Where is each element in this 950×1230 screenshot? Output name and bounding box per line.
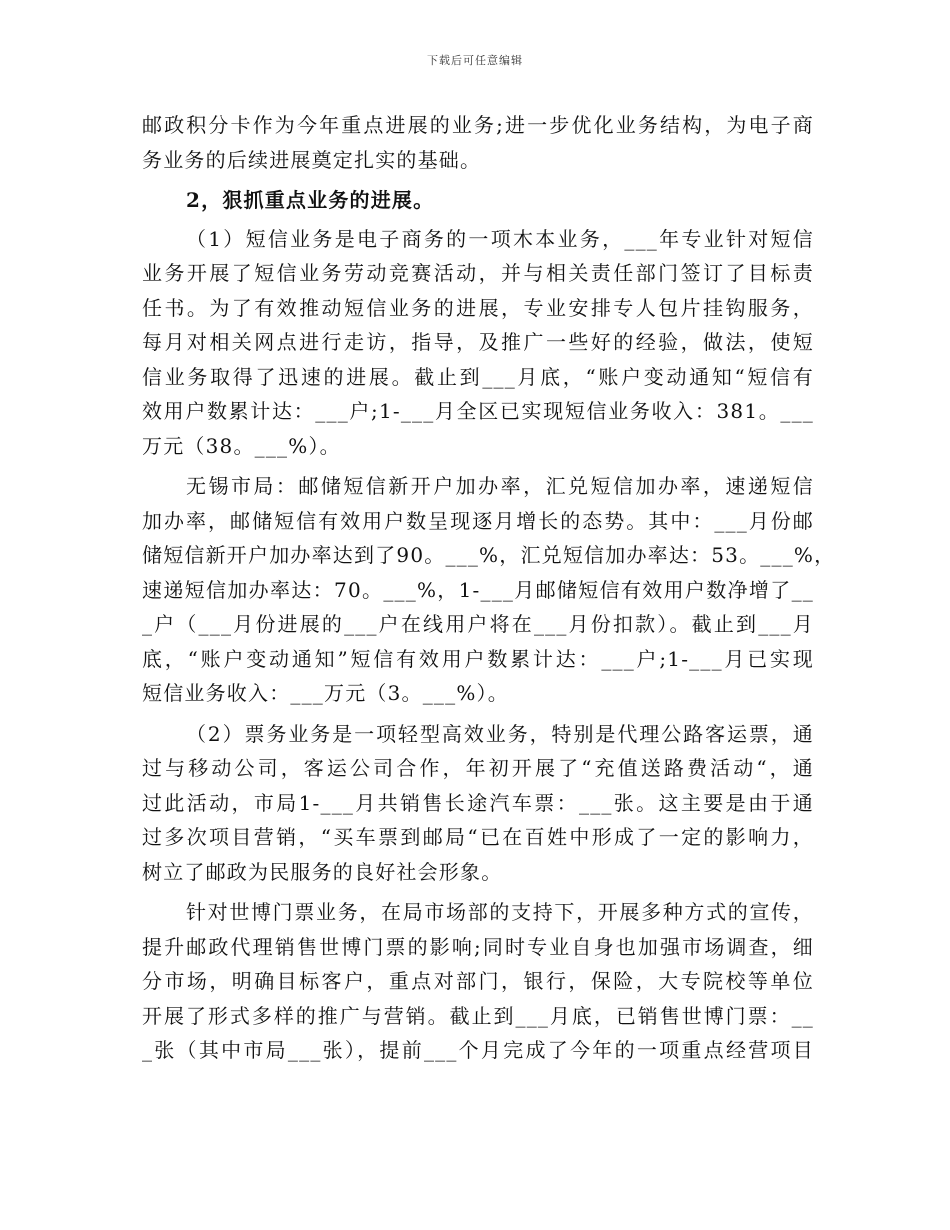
paragraph-sms-business bbox=[142, 222, 814, 464]
heading-text: 2，狠抓重点业务的进展。 bbox=[186, 188, 435, 212]
text-line: 无锡市局：邮储短信新开户加办率，汇兑短信加办率，速递短信 bbox=[186, 474, 814, 498]
text-line: （1）短信业务是电子商务的一项木本业务，___年专业针对短信 bbox=[186, 226, 814, 251]
text-line: 底，“账户变动通知”短信有效用户数累计达：___户;1-___月已实现 bbox=[142, 646, 814, 671]
text-line: 业务开展了短信业务劳动竞赛活动，并与相关责任部门签订了目标责 bbox=[142, 261, 814, 285]
paragraph-ticket-business bbox=[142, 717, 814, 890]
text-line: 开展了形式多样的推广与营销。截止到___月底，已销售世博门票：__ bbox=[142, 1003, 814, 1028]
text-line: _张（其中市局___张），提前___个月完成了今年的一项重点经营项目 bbox=[142, 1038, 814, 1062]
text-line: 过多次项目营销，“买车票到邮局“已在百姓中形成了一定的影响力， bbox=[142, 825, 814, 849]
page-header: 下载后可任意编辑 bbox=[427, 54, 523, 67]
paragraph-continuation bbox=[142, 108, 814, 177]
text-line: 信业务取得了迅速的进展。截止到___月底，“账户变动通知“短信有 bbox=[142, 364, 814, 389]
text-line: 效用户数累计达：___户;1-___月全区已实现短信业务收入：381。___ bbox=[142, 399, 814, 423]
text-line: 过此活动，市局1-___月共销售长途汽车票：___张。这主要是由于通 bbox=[142, 790, 814, 815]
text-line: 任书。为了有效推动短信业务的进展，专业安排专人包片挂钩服务， bbox=[142, 295, 814, 320]
text-line: 短信业务收入：___万元（3。___%）。 bbox=[142, 681, 509, 705]
text-line: 树立了邮政为民服务的良好社会形象。 bbox=[142, 859, 503, 884]
text-line: 储短信新开户加办率达到了90。___%，汇兑短信加办率达：53。___%， bbox=[142, 543, 836, 567]
text-line: 过与移动公司，客运公司合作，年初开展了“充值送路费活动“，通 bbox=[142, 756, 814, 780]
text-line: 每月对相关网点进行走访，指导，及推广一些好的经验，做法，使短 bbox=[142, 330, 814, 354]
text-line: 提升邮政代理销售世博门票的影响;同时专业自身也加强市场调查，细 bbox=[142, 934, 814, 959]
text-line: 速递短信加办率达：70。___%，1-___月邮储短信有效用户数净增了__ bbox=[142, 577, 814, 602]
text-line: 分市场，明确目标客户，重点对部门，银行，保险，大专院校等单位 bbox=[142, 969, 814, 993]
document-body bbox=[142, 108, 836, 1068]
text-line: 务业务的后续进展奠定扎实的基础。 bbox=[142, 147, 482, 172]
text-line: （2）票务业务是一项轻型高效业务，特别是代理公路客运票，通 bbox=[186, 721, 814, 746]
text-line: 加办率，邮储短信有效用户数呈现逐月增长的态势。其中：___月份邮 bbox=[142, 508, 814, 533]
text-line: 针对世博门票业务，在局市场部的支持下，开展多种方式的宣传， bbox=[186, 900, 814, 924]
text-line: _户（___月份进展的___户在线用户将在___月份扣款）。截止到___月 bbox=[142, 612, 814, 636]
section-heading bbox=[142, 183, 814, 218]
text-line: 邮政积分卡作为今年重点进展的业务;进一步优化业务结构，为电子商 bbox=[142, 113, 814, 137]
paragraph-expo-tickets bbox=[142, 895, 814, 1068]
paragraph-wuxi-bureau bbox=[142, 469, 836, 711]
text-line: 万元（38。___%）。 bbox=[142, 433, 341, 458]
